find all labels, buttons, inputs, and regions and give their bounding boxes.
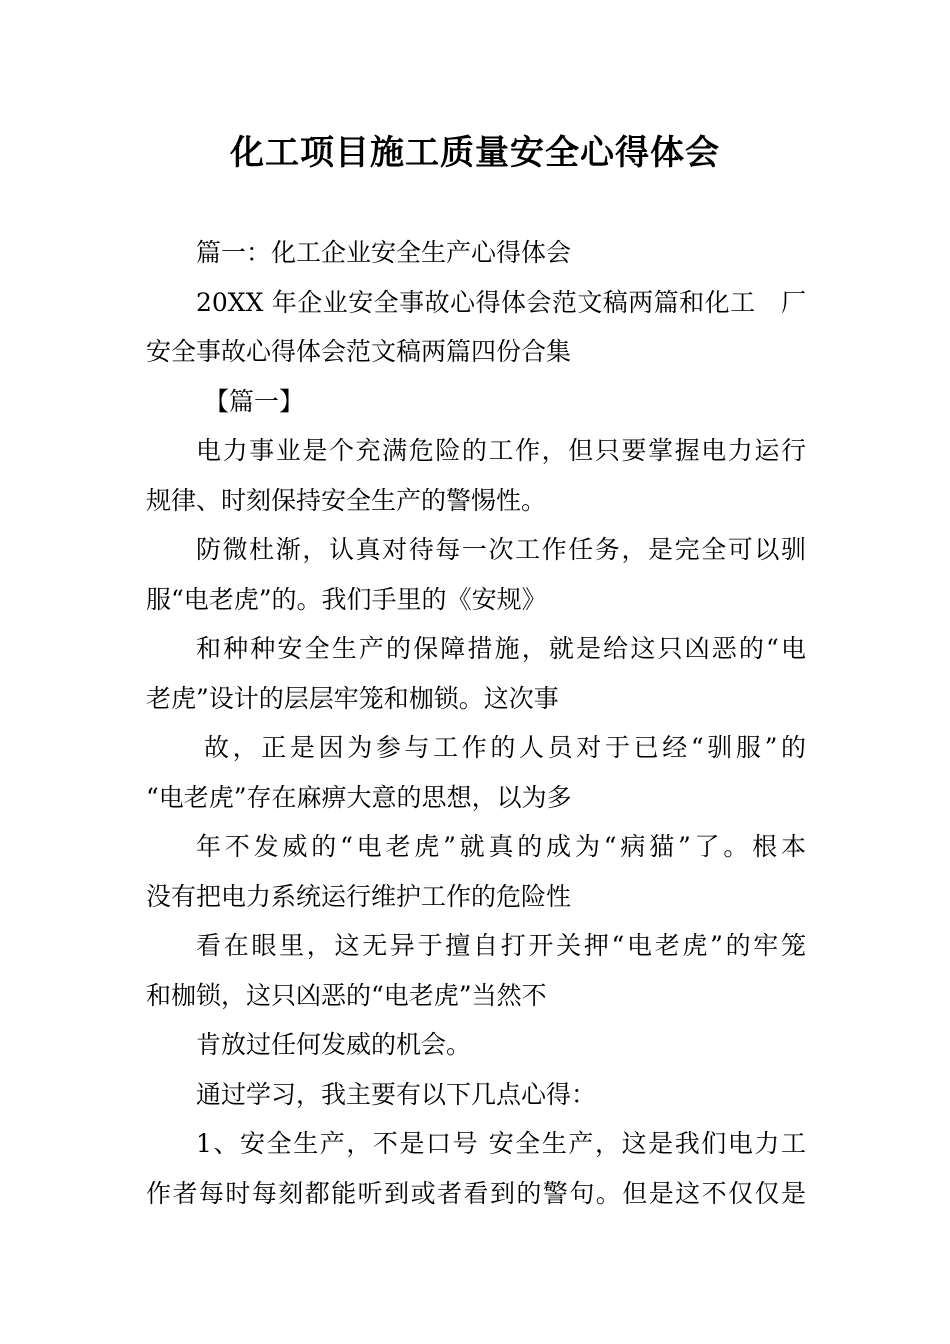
text-line: 没有把电力系统运行维护工作的危险性 (146, 881, 572, 911)
document-body (146, 228, 806, 1218)
text-line: 故，正是因为参与工作的人员对于已经“驯服”的 (204, 733, 806, 762)
text-line: 服“电老虎”的。我们手里的《安规》 (146, 584, 547, 614)
text-line: 老虎”设计的层层牢笼和枷锁。这次事 (146, 683, 559, 713)
paragraph (146, 822, 806, 921)
text-line: 防微杜渐，认真对待每一次工作任务，是完全可以驯 (196, 535, 806, 564)
document-title: 化工项目施工质量安全心得体会 (230, 133, 720, 173)
text-line: 年不发威的“电老虎”就真的成为“病猫”了。根本 (196, 832, 806, 861)
paragraph (146, 624, 806, 723)
text-line: 20XX 年企业安全事故心得体会范文稿两篇和化工 厂 (196, 287, 806, 317)
text-line: 安全事故心得体会范文稿两篇四份合集 (146, 337, 572, 366)
paragraph (146, 426, 806, 525)
text-line: 作者每时每刻都能听到或者看到的警句。但是这不仅仅是 (146, 1178, 806, 1208)
paragraph (146, 1119, 806, 1218)
text-line: 篇一：化工企业安全生产心得体会 (196, 238, 572, 267)
text-line: 通过学习，我主要有以下几点心得： (196, 1079, 597, 1109)
paragraph (146, 525, 806, 624)
text-line: 和枷锁，这只凶恶的“电老虎”当然不 (146, 980, 547, 1010)
paragraph (146, 921, 806, 1020)
text-line: 肯放过任何发威的机会。 (196, 1030, 472, 1059)
text-line: 1、安全生产，不是口号 安全生产，这是我们电力工 (196, 1129, 806, 1158)
text-line: 电力事业是个充满危险的工作，但只要掌握电力运行 (196, 436, 806, 465)
paragraph (146, 1070, 806, 1120)
text-line: “电老虎”存在麻痹大意的思想，以为多 (146, 782, 572, 812)
section-heading (146, 228, 806, 278)
paragraph (146, 723, 806, 822)
text-line: 【篇一】 (204, 386, 305, 416)
text-line: 规律、时刻保持安全生产的警惕性。 (146, 485, 547, 515)
paragraph (146, 278, 806, 377)
section-marker (146, 377, 806, 427)
paragraph (146, 1020, 806, 1070)
text-line: 和种种安全生产的保障措施，就是给这只凶恶的“电 (196, 634, 806, 663)
text-line: 看在眼里，这无异于擅自打开关押“电老虎”的牢笼 (196, 931, 806, 960)
